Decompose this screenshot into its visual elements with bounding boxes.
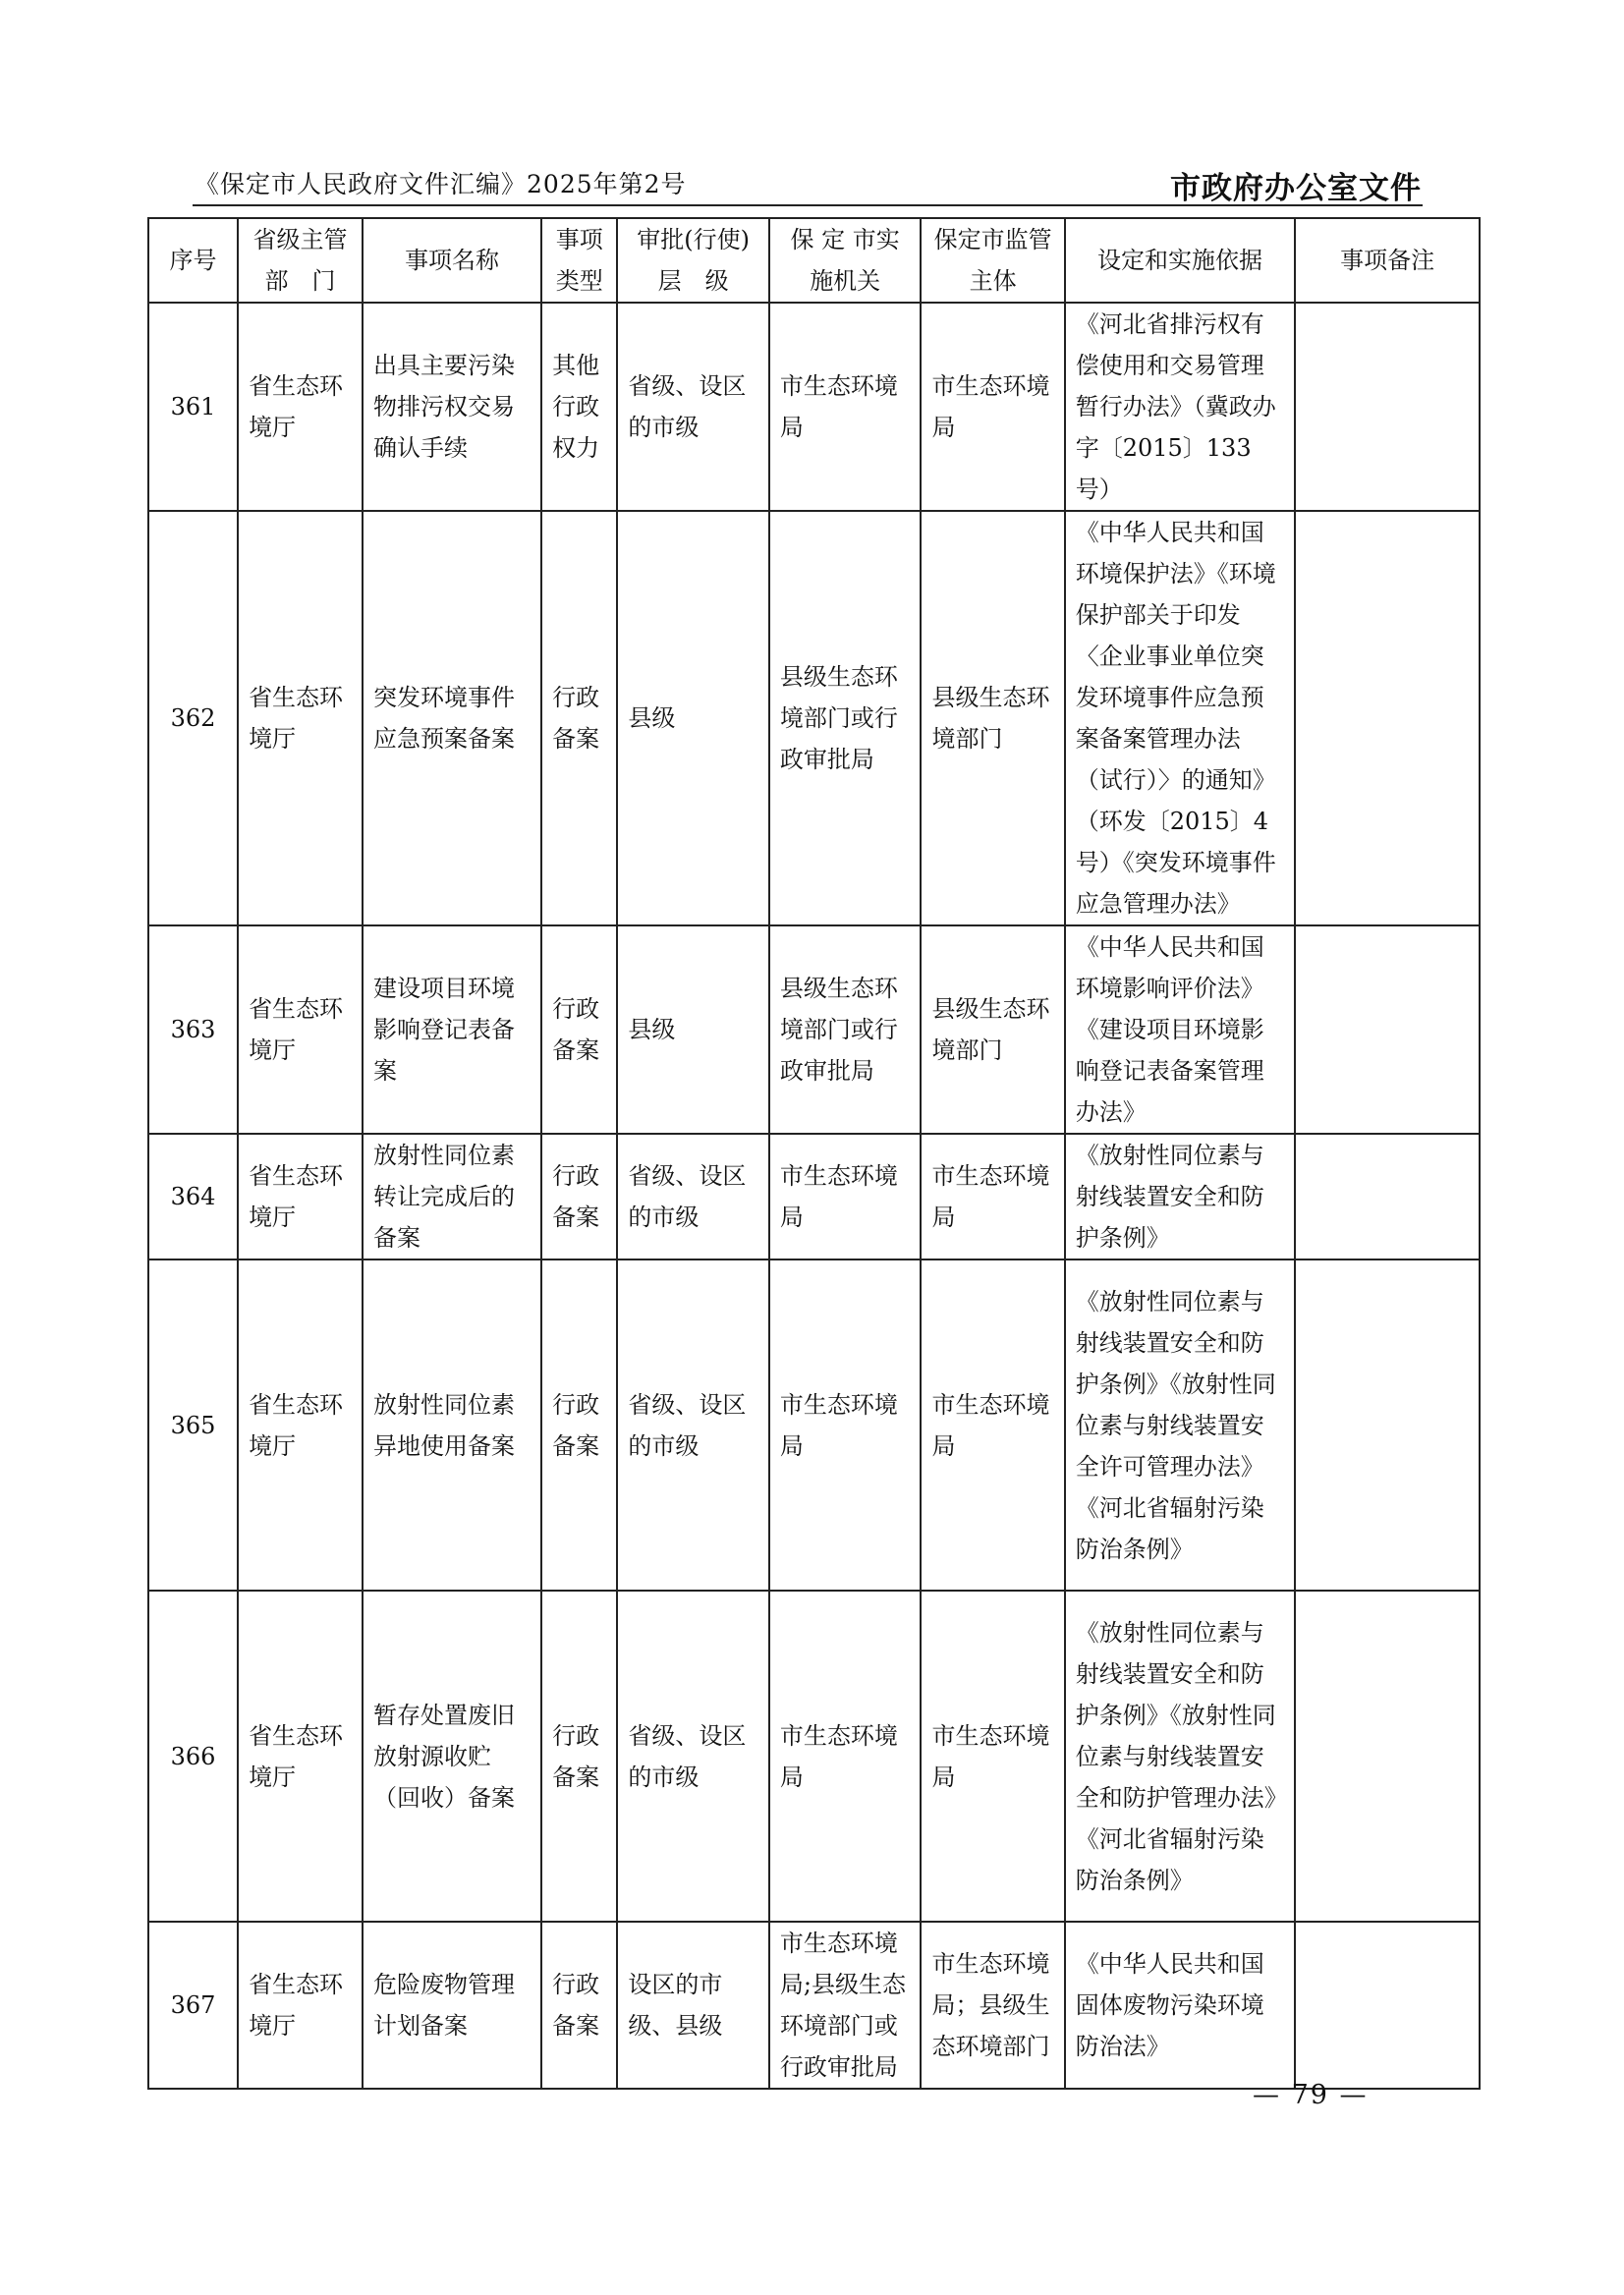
col-header-type: 事项类型 (541, 218, 617, 303)
cell-type: 行政备案 (541, 511, 617, 925)
header-divider (193, 204, 1423, 206)
cell-no: 365 (148, 1259, 238, 1591)
page-number: — 79 — (1253, 2080, 1369, 2110)
cell-dept: 省生态环境厅 (238, 1922, 363, 2089)
col-header-agency: 保 定 市实施机关 (769, 218, 922, 303)
cell-agency: 县级生态环境部门或行政审批局 (769, 925, 922, 1134)
cell-dept: 省生态环境厅 (238, 303, 363, 511)
col-header-level: 审批(行使)层 级 (617, 218, 769, 303)
cell-dept: 省生态环境厅 (238, 1591, 363, 1922)
col-header-basis: 设定和实施依据 (1065, 218, 1296, 303)
cell-name: 出具主要污染物排污权交易确认手续 (363, 303, 541, 511)
cell-supervisor: 县级生态环境部门 (921, 511, 1064, 925)
cell-dept: 省生态环境厅 (238, 511, 363, 925)
table-row (148, 1134, 1480, 1259)
table-header-row (148, 218, 1480, 303)
cell-no: 366 (148, 1591, 238, 1922)
cell-basis: 《放射性同位素与射线装置安全和防护条例》《放射性同位素与射线装置安全和防护管理办法》《河北省辐射污染防治条例》 (1065, 1591, 1296, 1922)
cell-note (1295, 511, 1480, 925)
col-header-supervisor: 保定市监管主体 (921, 218, 1064, 303)
cell-agency: 市生态环境局 (769, 303, 922, 511)
cell-level: 省级、设区的市级 (617, 303, 769, 511)
cell-name: 暂存处置废旧放射源收贮（回收）备案 (363, 1591, 541, 1922)
table-row (148, 1259, 1480, 1591)
cell-no: 362 (148, 511, 238, 925)
cell-note (1295, 925, 1480, 1134)
col-header-note: 事项备注 (1295, 218, 1480, 303)
cell-name: 放射性同位素异地使用备案 (363, 1259, 541, 1591)
table-row (148, 1922, 1480, 2089)
cell-note (1295, 303, 1480, 511)
cell-supervisor: 市生态环境局 (921, 1259, 1064, 1591)
cell-agency: 市生态环境局 (769, 1591, 922, 1922)
cell-type: 行政备案 (541, 1134, 617, 1259)
document-category-title: 市政府办公室文件 (1170, 171, 1422, 206)
cell-level: 省级、设区的市级 (617, 1591, 769, 1922)
cell-name: 放射性同位素转让完成后的备案 (363, 1134, 541, 1259)
table-row (148, 303, 1480, 511)
cell-note (1295, 1259, 1480, 1591)
cell-no: 363 (148, 925, 238, 1134)
items-table (147, 217, 1481, 2090)
cell-supervisor: 市生态环境局 (921, 1134, 1064, 1259)
cell-dept: 省生态环境厅 (238, 1134, 363, 1259)
cell-agency: 市生态环境局;县级生态环境部门或行政审批局 (769, 1922, 922, 2089)
cell-dept: 省生态环境厅 (238, 1259, 363, 1591)
cell-basis: 《中华人民共和国环境影响评价法》《建设项目环境影响登记表备案管理办法》 (1065, 925, 1296, 1134)
col-header-no: 序号 (148, 218, 238, 303)
cell-agency: 市生态环境局 (769, 1134, 922, 1259)
cell-type: 行政备案 (541, 925, 617, 1134)
cell-no: 361 (148, 303, 238, 511)
cell-basis: 《放射性同位素与射线装置安全和防护条例》《放射性同位素与射线装置安全许可管理办法》《河北省辐射污染防治条例》 (1065, 1259, 1296, 1591)
cell-basis: 《河北省排污权有偿使用和交易管理暂行办法》（冀政办字〔2015〕133号） (1065, 303, 1296, 511)
table-row (148, 1591, 1480, 1922)
cell-level: 县级 (617, 511, 769, 925)
table-row (148, 511, 1480, 925)
cell-basis: 《中华人民共和国环境保护法》《环境保护部关于印发〈企业事业单位突发环境事件应急预案备案管理办法（试行）〉的通知》（环发〔2015〕4号）《突发环境事件应急管理办法》 (1065, 511, 1296, 925)
cell-note (1295, 1134, 1480, 1259)
cell-agency: 县级生态环境部门或行政审批局 (769, 511, 922, 925)
cell-note (1295, 1922, 1480, 2089)
cell-basis: 《中华人民共和国固体废物污染环境防治法》 (1065, 1922, 1296, 2089)
cell-type: 其他行政权力 (541, 303, 617, 511)
cell-name: 突发环境事件应急预案备案 (363, 511, 541, 925)
cell-basis: 《放射性同位素与射线装置安全和防护条例》 (1065, 1134, 1296, 1259)
table-row (148, 925, 1480, 1134)
col-header-dept: 省级主管部 门 (238, 218, 363, 303)
cell-level: 省级、设区的市级 (617, 1259, 769, 1591)
cell-level: 省级、设区的市级 (617, 1134, 769, 1259)
cell-no: 367 (148, 1922, 238, 2089)
cell-supervisor: 县级生态环境部门 (921, 925, 1064, 1134)
cell-name: 建设项目环境影响登记表备案 (363, 925, 541, 1134)
cell-supervisor: 市生态环境局 (921, 303, 1064, 511)
cell-supervisor: 市生态环境局；县级生态环境部门 (921, 1922, 1064, 2089)
document-series-title: 《保定市人民政府文件汇编》2025年第2号 (195, 170, 687, 198)
cell-dept: 省生态环境厅 (238, 925, 363, 1134)
cell-note (1295, 1591, 1480, 1922)
cell-no: 364 (148, 1134, 238, 1259)
cell-type: 行政备案 (541, 1591, 617, 1922)
cell-name: 危险废物管理计划备案 (363, 1922, 541, 2089)
cell-level: 设区的市级、县级 (617, 1922, 769, 2089)
cell-agency: 市生态环境局 (769, 1259, 922, 1591)
cell-type: 行政备案 (541, 1922, 617, 2089)
cell-type: 行政备案 (541, 1259, 617, 1591)
col-header-name: 事项名称 (363, 218, 541, 303)
cell-supervisor: 市生态环境局 (921, 1591, 1064, 1922)
cell-level: 县级 (617, 925, 769, 1134)
